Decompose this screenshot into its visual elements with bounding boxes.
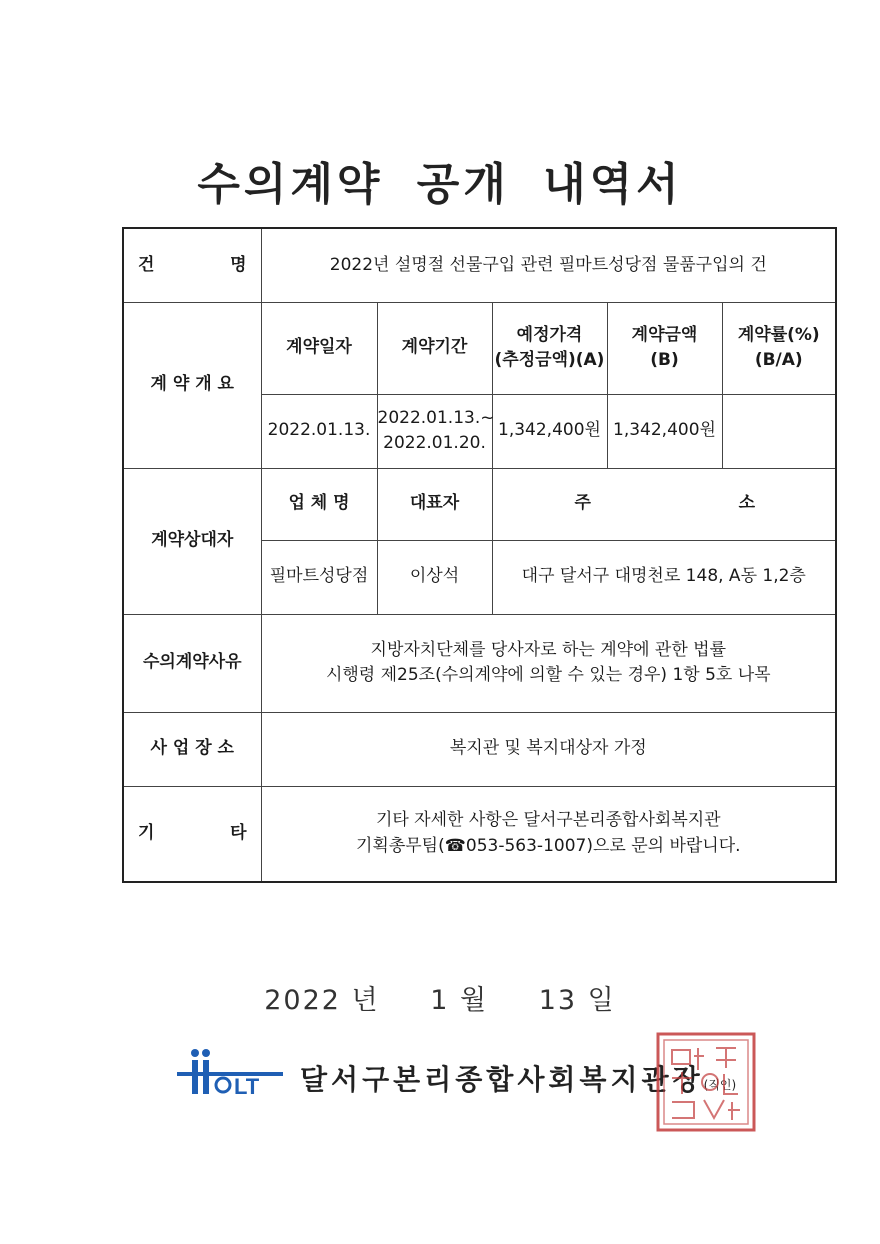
etc-row: [123, 786, 836, 882]
company-name: 필마트성당점: [261, 540, 377, 614]
document-date: 2022 년 1 월 13 일: [264, 985, 616, 1016]
etc-label: 기 타: [123, 786, 261, 882]
counterparty-label: 계약상대자: [123, 468, 261, 614]
contract-date-header: 계약일자: [261, 302, 377, 394]
contract-rate-header: 계약률(%) (B/A): [722, 302, 836, 394]
representative-header: 대표자: [377, 468, 492, 540]
contract-period-header: 계약기간: [377, 302, 492, 394]
counterparty-header-row: [123, 468, 836, 540]
representative-name: 이상석: [377, 540, 492, 614]
organization-name: 달서구본리종합사회복지관장: [300, 1063, 704, 1096]
welfare-center-logo: [175, 1046, 285, 1096]
seal-note: (직인): [703, 1078, 737, 1092]
location-label: 사 업 장 소: [123, 712, 261, 786]
logo-text: LT: [234, 1074, 260, 1096]
reason-row: [123, 614, 836, 712]
project-label: 건 명: [123, 228, 261, 302]
official-seal-icon: [654, 1030, 758, 1134]
contract-rate: [722, 394, 836, 468]
overview-header-row: [123, 302, 836, 394]
contract-amount: 1,342,400원: [607, 394, 722, 468]
contract-amount-header: 계약금액 (B): [607, 302, 722, 394]
contract-period: 2022.01.13.~ 2022.01.20.: [377, 394, 492, 468]
address-header: 주 소: [492, 468, 836, 540]
contract-table: [122, 227, 837, 883]
location-text: 복지관 및 복지대상자 가정: [261, 712, 836, 786]
etc-text: 기타 자세한 사항은 달서구본리종합사회복지관 기획총무팀(☎053-563-1007)으로 문의 바랍니다.: [261, 786, 836, 882]
reason-text: 지방자치단체를 당사자로 하는 계약에 관한 법률 시행령 제25조(수의계약에 의할 수 있는 경우) 1항 5호 나목: [261, 614, 836, 712]
estimated-price-header: 예정가격 (추정금액)(A): [492, 302, 607, 394]
overview-label: 계 약 개 요: [123, 302, 261, 468]
contract-date: 2022.01.13.: [261, 394, 377, 468]
company-address: 대구 달서구 대명천로 148, A동 1,2층: [492, 540, 836, 614]
company-header: 업 체 명: [261, 468, 377, 540]
estimated-price: 1,342,400원: [492, 394, 607, 468]
project-row: [123, 228, 836, 302]
project-name: 2022년 설명절 선물구입 관련 필마트성당점 물품구입의 건: [261, 228, 836, 302]
location-row: [123, 712, 836, 786]
document-title: 수의계약 공개 내역서: [197, 159, 683, 210]
reason-label: 수의계약사유: [123, 614, 261, 712]
